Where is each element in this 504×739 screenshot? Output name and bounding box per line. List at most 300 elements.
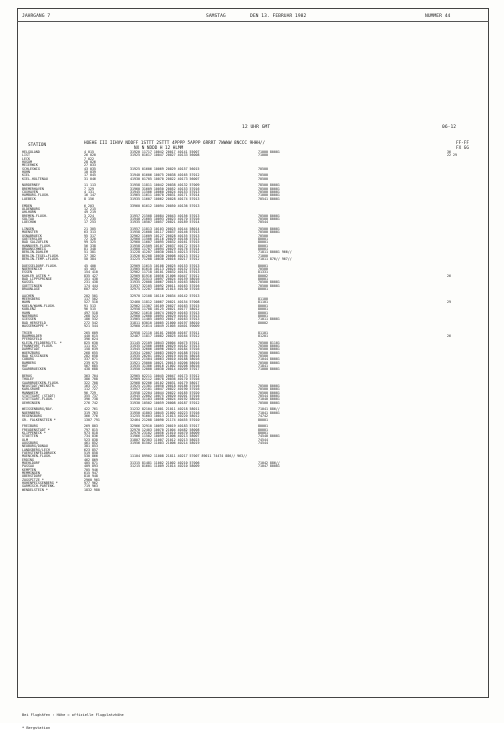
observation-codes: 31960 11707 10094 20029 40176 57014 xyxy=(130,246,200,251)
observation-codes: 31957 22101 10047 20022 40190 57016 xyxy=(130,387,200,392)
station-number: 63 313 xyxy=(84,230,96,235)
station-number: 11 113 xyxy=(84,183,96,188)
station-name: HUSUM xyxy=(22,160,32,165)
station-name: HOHN xyxy=(22,170,30,175)
station-name: KASSEL xyxy=(22,280,34,285)
observation-codes: 31960 31609 10050 20052 40153 57016 xyxy=(130,186,200,191)
station-name: BERLIN-TEMP.+FLUGH. xyxy=(22,257,60,261)
station-number: 7 129 xyxy=(84,186,94,191)
observation-codes: 32975 12207 10046 21015 40130 57016 xyxy=(130,287,200,292)
observation-time: 12 UHR GMT xyxy=(242,125,271,130)
weather-codes: 70500 xyxy=(258,166,268,171)
observation-codes: 31935 11607 10062 20028 40174 57013 xyxy=(130,196,200,201)
station-name: BAD KISSINGEN xyxy=(22,353,48,358)
observation-codes: 31937 32105 10092 20011 40163 57016 xyxy=(130,283,200,288)
observation-codes: 31232 82104 11001 21011 40218 58011 xyxy=(130,407,200,412)
observation-codes: 31965 11405 10093 20017 40163 57013 xyxy=(130,317,200,322)
code-subheader: NX N NDDD H 12 HLMM xyxy=(134,146,184,151)
station-name: KIEL-HOLTENAU xyxy=(22,176,48,181)
observation-codes: 31935 20201 10023 20019 40194 58018 xyxy=(130,353,200,358)
station-number: 615 947 xyxy=(84,471,98,475)
wind-gust-value: 36 xyxy=(447,150,451,154)
weather-codes: 74540 80001 xyxy=(258,434,280,439)
station-number: 17 045 xyxy=(84,173,96,178)
weather-codes: 70500 xyxy=(258,267,268,272)
station-name: MEERSBERG xyxy=(22,297,40,302)
weather-codes: 71000 80001 xyxy=(258,150,280,154)
observation-codes: 31225 71208 10030 20016 40217 57012 xyxy=(130,257,200,261)
weather-codes: 70500 80001 xyxy=(258,283,280,288)
weather-codes: 80001 xyxy=(258,310,268,315)
weather-codes: 80001 xyxy=(258,430,268,435)
observation-codes: 31940 01606 10075 20038 40165 57012 xyxy=(130,173,200,178)
observation-codes: 31925 01606 10069 20029 40157 56015 xyxy=(130,166,200,171)
station-name: ZUGSPITZE * xyxy=(22,477,44,482)
station-number: 519 858 xyxy=(84,450,98,455)
station-number: 77 235 xyxy=(84,216,96,221)
station-name: TRIER xyxy=(22,330,32,335)
weather-codes: 80001 xyxy=(258,240,268,245)
station-name: HELGOLAND xyxy=(22,150,40,154)
station-name: WASSERKUPPE * xyxy=(22,323,48,328)
station-name: NUERNBERG xyxy=(22,410,40,415)
observation-codes: 31935 12506 10066 20029 40182 57013 xyxy=(130,343,200,348)
weather-codes: 70500 xyxy=(258,233,268,238)
station-name: OBERSTDORF xyxy=(22,474,42,479)
observation-codes: 32467 11817 10082 20025 40164 57012 xyxy=(130,333,200,338)
station-name: HOF xyxy=(22,364,28,368)
observation-codes: 31958 21608 10117 20037 40146 57013 xyxy=(130,230,200,235)
station-number: 265 609 xyxy=(84,330,98,335)
observation-codes: 32969 11615 10108 20025 40153 57013 xyxy=(130,263,200,268)
station-number: 91 513 xyxy=(84,303,96,308)
weather-codes: 80002 xyxy=(258,273,268,278)
weather-codes: 70500 80001 xyxy=(258,400,280,405)
weather-codes: 71000 xyxy=(258,153,268,158)
station-name: MEIERWIK xyxy=(22,163,38,168)
station-number: 151 430 xyxy=(84,277,98,282)
station-number: 186 532 xyxy=(84,317,98,322)
station-number: 381 853 xyxy=(84,444,98,449)
weather-codes: 81201 xyxy=(258,333,268,338)
date-label: DEN 13. FEBRUAR 1982 xyxy=(250,14,307,19)
observation-codes: 31921 25000 10021 20015 40206 58016 xyxy=(130,360,200,365)
station-number: 461 852 xyxy=(84,440,98,445)
station-name: LINGEN xyxy=(22,226,34,231)
weather-codes: 71041 886// xyxy=(258,407,280,412)
station-number: 276 742 xyxy=(84,400,98,405)
station-number: 96 515 xyxy=(84,307,96,312)
station-number: 174 444 xyxy=(84,283,98,288)
weather-codes: 71000 80001 xyxy=(258,193,280,198)
station-number: 734 836 xyxy=(84,434,98,439)
station-name: WENDELSTEIN * xyxy=(22,487,48,492)
station-number: 462 869 xyxy=(84,457,98,462)
station-number: 355 737 xyxy=(84,394,98,399)
wind-gust-value: 22 29 xyxy=(447,153,457,158)
observation-codes: 32970 12403 10070 21004 40482 58008 xyxy=(130,427,200,432)
observation-codes: 32970 12108 10116 20034 40142 57013 xyxy=(130,293,200,298)
observation-codes: 31945 11506 10060 20024 40153 57013 xyxy=(130,190,200,195)
station-number: 405 871 xyxy=(84,460,98,465)
station-number: 163 727 xyxy=(84,384,98,389)
station-name: GIESSEN xyxy=(22,317,36,322)
weather-codes: 71000 80001 xyxy=(258,367,280,372)
station-number: 268 655 xyxy=(84,350,98,355)
station-name: LANDSBERG/LECH xyxy=(22,447,50,452)
station-number: 16 147 xyxy=(84,193,96,198)
code-header: HOEHE III IIHVV NDDFF 1STTT 2STTT 4PPPP 5APPP 6RRRT 7WWWW 8NCCC 9HHH// xyxy=(84,141,266,146)
station-name: KEMPTEN xyxy=(22,467,36,472)
station-name: SAARBRUECKEN-FLUGH. xyxy=(22,380,60,385)
station-number: 6 203 xyxy=(84,203,94,208)
station-name: BAD HERSFELD xyxy=(22,320,46,325)
observation-codes: 32960 11506 10116 20029 40158 57013 xyxy=(130,236,200,241)
weather-codes: 70541 80001 xyxy=(258,196,280,201)
station-name: GARMISCH-PARTENK. xyxy=(22,484,56,489)
weather-codes: 81101 xyxy=(258,300,268,305)
observation-codes: 31228 41207 10030 20013 40213 57012 xyxy=(130,250,200,255)
observation-codes: 31935 22008 10067 20015 40163 58015 xyxy=(130,280,200,285)
station-number: 50 384 xyxy=(84,257,96,261)
observation-codes: 31920 11717 10042 20017 40141 55007 xyxy=(130,150,200,154)
station-name: ESSEN xyxy=(22,270,32,275)
weather-codes: 70500 80001 xyxy=(258,360,280,365)
observation-codes: 32460 11812 10067 20021 40154 57008 xyxy=(130,300,200,305)
station-name: PFERDSFELD xyxy=(22,337,42,342)
station-name: AUGSBURG xyxy=(22,440,38,445)
station-number: 81 348 xyxy=(84,246,96,251)
weather-codes: 81331 xyxy=(258,270,268,275)
wind-gust-value: 29 xyxy=(447,300,451,305)
station-number: 396 624 xyxy=(84,337,98,342)
station-name: MUEHLDORF xyxy=(22,460,40,465)
observation-codes: 31957 21508 10084 20043 40156 57013 xyxy=(130,213,200,218)
station-name: PASSAU xyxy=(22,464,34,469)
station-name: BREMERHAVEN xyxy=(22,186,44,191)
station-name: CUXHAVEN xyxy=(22,190,38,195)
station-name: GR. FALKENSTEIN * xyxy=(22,417,56,422)
station-name: STUTTGART-FLUGH. xyxy=(22,397,54,402)
weather-codes: 70500 80001 xyxy=(258,390,280,395)
station-number: 973 818 xyxy=(84,430,98,435)
observation-codes: 31926 01208 10030 20008 40213 57012 xyxy=(130,253,200,258)
weather-codes: 74544 xyxy=(258,437,268,442)
station-name: BRAUNLAGE xyxy=(22,287,40,292)
station-number: 1832 980 xyxy=(84,487,100,492)
observation-codes: 31940 31103 10056 20024 40192 58016 xyxy=(130,397,200,402)
station-number: 8 156 xyxy=(84,196,94,201)
station-name: ERDING xyxy=(22,457,34,462)
station-name: GOETTINGEN xyxy=(22,283,42,288)
station-name: BERLIN-TEGEL+FLUGH. xyxy=(22,253,60,258)
station-name: KAHLER ASTEN * xyxy=(22,273,50,278)
station-number: 269 803 xyxy=(84,424,98,429)
station-number: 21 305 xyxy=(84,226,96,231)
weather-codes: 71811 80001 966// xyxy=(258,250,292,255)
observation-codes: 32969 81916 10056 21006 40447 57012 xyxy=(130,273,200,278)
weather-codes: 80001 xyxy=(258,246,268,251)
station-number: 386 708 xyxy=(84,377,98,382)
station-number: 705 946 xyxy=(84,467,98,472)
station-number: 438 688 xyxy=(84,367,98,372)
station-name: STOETTEN xyxy=(22,434,38,439)
station-number: 623 857 xyxy=(84,447,98,452)
observation-codes: 32960 11607 10095 20032 40161 57015 xyxy=(130,240,200,245)
station-number: 607 452 xyxy=(84,287,98,292)
station-name: BAUMHOLDER xyxy=(22,333,42,338)
weather-codes: 70500 xyxy=(258,173,268,178)
station-name: OSNABRUECK xyxy=(22,233,42,238)
weather-codes: 74742 xyxy=(258,414,268,419)
station-name: AHLHORN xyxy=(22,210,36,215)
observation-codes: 32962 11609 10127 20028 40155 57013 xyxy=(130,233,200,238)
weather-codes: 71042 886// xyxy=(258,460,280,465)
station-name: SCHLESWIG xyxy=(22,166,40,171)
station-name: SOLTAU xyxy=(22,216,34,221)
weather-codes: 71040 80001 xyxy=(258,397,280,402)
station-number: 497 518 xyxy=(84,310,98,315)
weather-codes: 80001 xyxy=(258,424,268,429)
station-name: BRAUNSCHWEIG xyxy=(22,246,46,251)
station-number: 231 438 xyxy=(84,280,98,285)
station-number: 977 962 xyxy=(84,481,98,486)
observation-codes: 11104 89902 11008 21811 40217 57007 89011 74474 886// 963// xyxy=(130,454,248,459)
footnote-airports: Bei Flughäfen : Höhe = offizielle Flugplatzhöhe xyxy=(22,712,124,717)
station-name: REGENSBURG xyxy=(22,414,42,419)
station-number: 117 502 xyxy=(84,297,98,302)
observation-codes: 31966 11502 10099 21006 40213 58007 xyxy=(130,434,200,439)
station-number: 7 022 xyxy=(84,156,94,161)
station-name: MEMMINGEN xyxy=(22,471,40,475)
station-number: 825 630 xyxy=(84,340,98,345)
weather-codes: 70500 80001 xyxy=(258,216,280,221)
table-row xyxy=(22,489,484,492)
weather-codes: 70500 80001 xyxy=(258,343,280,348)
station-name: BAD LIPPSPRINGE xyxy=(22,277,52,282)
weather-codes: 71041 80001 xyxy=(258,410,280,415)
station-name: OEHRINGEN xyxy=(22,400,40,405)
station-name: WUERZBURG xyxy=(22,350,40,355)
station-number: 112 727 xyxy=(84,387,98,392)
wind-gust-value: 26 xyxy=(447,273,451,278)
station-name: NOERVENICH xyxy=(22,267,42,272)
observation-codes: 31958 12204 10044 20022 40185 57020 xyxy=(130,390,200,395)
station-name: NEUSTADT/WEINSTR. xyxy=(22,384,56,389)
station-number: 99 325 xyxy=(84,240,96,245)
observation-codes: 31950 12000 10030 20014 40209 57017 xyxy=(130,367,200,372)
period-label: 06-12 xyxy=(442,125,457,130)
station-number: 2960 961 xyxy=(84,477,100,482)
station-number: 523 838 xyxy=(84,437,98,442)
station-name: LIST xyxy=(22,153,30,158)
station-number: 810 948 xyxy=(84,474,98,479)
weather-codes: 71841 xyxy=(258,364,268,368)
observation-codes: 31811 03010 10005 21000 40197 58010 xyxy=(130,320,200,325)
station-number: 719 963 xyxy=(84,484,98,489)
station-number: 37 382 xyxy=(84,253,96,258)
station-name: WEISSENBURG/BAY. xyxy=(22,407,54,412)
station-number: 422 761 xyxy=(84,407,98,412)
observation-codes: 32464 21208 10090 21174 40455 57010 xyxy=(130,417,200,422)
station-name: EMDEN xyxy=(22,203,32,208)
station-name: MUENSTER xyxy=(22,230,38,235)
weather-codes: 80001 xyxy=(258,277,268,282)
station-number: 921 544 xyxy=(84,323,98,328)
station-name: FRANKFURT FLUGH. xyxy=(22,343,54,348)
weather-codes: 71011 80001 xyxy=(258,317,280,322)
observation-codes: 32962 11307 10109 20027 40163 57015 xyxy=(130,303,200,308)
station-name: WAHN xyxy=(22,300,30,305)
station-name: SAARBRUECKEN xyxy=(22,367,46,372)
observation-codes: 32962 31513 10097 20024 40159 58016 xyxy=(130,277,200,282)
station-number: 363 704 xyxy=(84,374,98,379)
weather-codes: 80001 xyxy=(258,243,268,248)
station-number: 319 763 xyxy=(84,410,98,415)
station-number: 835 427 xyxy=(84,273,98,278)
station-number: 4 015 xyxy=(84,150,94,154)
station-number: 45 400 xyxy=(84,263,96,268)
observation-codes: 31930 10502 10059 20008 40187 57012 xyxy=(130,400,200,405)
weekday-label: SAMSTAG xyxy=(206,14,226,19)
station-name: LUEBECK xyxy=(22,196,36,201)
weather-codes: 71000 xyxy=(258,253,268,258)
station-number: 95 317 xyxy=(84,233,96,238)
station-number: 3 224 xyxy=(84,213,94,218)
station-number: 1307 791 xyxy=(84,417,100,422)
station-name: KIEL xyxy=(22,173,30,178)
station-number: 51 381 xyxy=(84,250,96,255)
station-number: 72 320 xyxy=(84,236,96,241)
observation-codes: 31934 12007 10083 20029 40188 57015 xyxy=(130,350,200,355)
station-name: FUERSTENFELDBRUCK xyxy=(22,450,56,455)
station-name: LUECHOW xyxy=(22,220,36,225)
station-name: BAMBERG xyxy=(22,360,36,365)
weather-codes: 70500 81101 xyxy=(258,340,280,345)
station-name: FREUDENSTADT * xyxy=(22,427,50,432)
observation-codes: 31940 21605 10093 20023 40170 57016 xyxy=(130,216,200,221)
station-number: 282 658 xyxy=(84,353,98,358)
weather-codes: 70500 80001 xyxy=(258,230,280,235)
weather-codes: 71047 80001 xyxy=(258,464,280,469)
observation-codes: 31950 21504 10063 20010 40188 58016 xyxy=(130,357,200,362)
station-number: 366 776 xyxy=(84,414,98,419)
station-name: HANNOVER-FLUGH. xyxy=(22,243,52,248)
observation-codes: 31965 01610 10113 20024 40152 57013 xyxy=(130,267,200,272)
station-number: 158 639 xyxy=(84,347,98,352)
observation-codes: 31935 31306 10016 21002 40208 58016 xyxy=(130,364,200,368)
station-number: 567 685 xyxy=(84,364,98,368)
observation-codes: 32960 21614 10049 21005 40401 59009 xyxy=(130,323,200,328)
station-number: 12 215 xyxy=(84,206,96,211)
observation-codes: 32965 02211 10045 20047 40173 57012 xyxy=(130,374,200,379)
station-name: NORDERNEY xyxy=(22,183,40,188)
observation-codes: 31956 81502 11003 21006 40214 58019 xyxy=(130,440,200,445)
weather-codes: 80001 xyxy=(258,313,268,318)
weather-codes: 80002 xyxy=(258,320,268,325)
station-name: KLIPPENECK * xyxy=(22,430,46,435)
weather-codes: 80001 xyxy=(258,263,268,268)
station-number: 4 131 xyxy=(84,190,94,195)
weather-codes: 70544 80001 xyxy=(258,394,280,399)
observation-codes: 32958 11708 10125 20021 40177 58012 xyxy=(130,307,200,312)
weather-codes: 80001 xyxy=(258,287,268,292)
station-number: 49 219 xyxy=(84,210,96,215)
weather-codes: 71011 876// 967// xyxy=(258,257,292,261)
station-name: BREMEN-FLUGH. xyxy=(22,213,48,218)
station-number: 440 615 xyxy=(84,333,98,338)
station-number: 154 410 xyxy=(84,270,98,275)
station-name: HAMBURG-FLUGH. xyxy=(22,193,50,198)
observation-codes: 31958 21509 10107 20037 40172 57013 xyxy=(130,243,200,248)
observation-codes: 33960 01612 10094 20050 40136 57013 xyxy=(130,203,200,208)
station-name: ULM xyxy=(22,437,28,442)
station-number: 322 708 xyxy=(84,380,98,385)
weather-codes: 70500 80001 xyxy=(258,347,280,352)
station-name: DUESSELDORF-FLUGH. xyxy=(22,263,58,268)
station-header: STATION xyxy=(28,143,47,148)
station-name: BAD SALZUFLEN xyxy=(22,240,48,245)
weather-codes: 80001 xyxy=(258,303,268,308)
observation-codes: 32970 23102 10056 21010 40470 58009 xyxy=(130,430,200,435)
observation-codes: 31145 22109 10043 20004 40475 57011 xyxy=(130,340,200,345)
station-name: DARMSTADT xyxy=(22,347,40,352)
station-name: BERLIN-DAHLEM xyxy=(22,250,48,255)
station-number: 56 338 xyxy=(84,243,96,248)
station-number: 527 510 xyxy=(84,300,98,305)
station-name: STUTTGART (STADT) xyxy=(22,394,56,399)
station-number: 268 523 xyxy=(84,313,98,318)
station-name: NUERBURG xyxy=(22,313,38,318)
station-name: LECK xyxy=(22,156,30,161)
weather-codes: 80001 xyxy=(258,427,268,432)
station-number: 17 253 xyxy=(84,220,96,225)
station-number: 10 039 xyxy=(84,170,96,175)
station-number: 111 637 xyxy=(84,343,98,348)
weather-codes: 71044 80001 xyxy=(258,357,280,362)
station-name: THOLEY xyxy=(22,377,34,382)
weather-codes: 81100 xyxy=(258,297,268,302)
station-name: MANNHEIM xyxy=(22,390,38,395)
observation-codes: 41930 01705 10070 20022 40173 56007 xyxy=(130,176,200,181)
weather-codes: 70500 80001 xyxy=(258,186,280,191)
footnote-mountain: * Bergstation xyxy=(22,726,51,731)
station-number: 530 866 xyxy=(84,454,98,459)
observation-codes: 31215 81601 11009 21014 40210 58009 xyxy=(130,464,200,469)
station-name: KOELN/WAHN-FLUGH. xyxy=(22,303,56,308)
observation-codes: 31965 11611 10070 20031 40171 57014 xyxy=(130,193,200,198)
gust-header: FX GG xyxy=(456,146,469,151)
station-name: COBURG xyxy=(22,357,34,362)
weather-codes: 80001 xyxy=(258,236,268,241)
observation-codes: 31807 82303 11007 21012 40213 58023 xyxy=(130,437,200,442)
observation-codes: 32958 12110 10101 20036 40167 57011 xyxy=(130,330,200,335)
station-number: 31 046 xyxy=(84,176,96,181)
observation-codes: 31958 11811 10042 20038 40132 57009 xyxy=(130,183,200,188)
weather-codes: 70500 xyxy=(258,353,268,358)
weather-codes: 70500 xyxy=(258,176,268,181)
weather-codes: 70500 80001 xyxy=(258,226,280,231)
observation-codes: 31315 81481 11002 21002 40210 57006 xyxy=(130,460,200,465)
station-number: 202 501 xyxy=(84,293,98,298)
station-number: 396 738 xyxy=(84,397,98,402)
station-table xyxy=(22,151,484,492)
station-name: KLEIN-FELDBERG/TS. * xyxy=(22,340,62,345)
station-number: 45 403 xyxy=(84,267,96,272)
station-name: OLDENBURG xyxy=(22,206,40,211)
station-number: 409 893 xyxy=(84,464,98,469)
header-divider xyxy=(17,21,489,22)
